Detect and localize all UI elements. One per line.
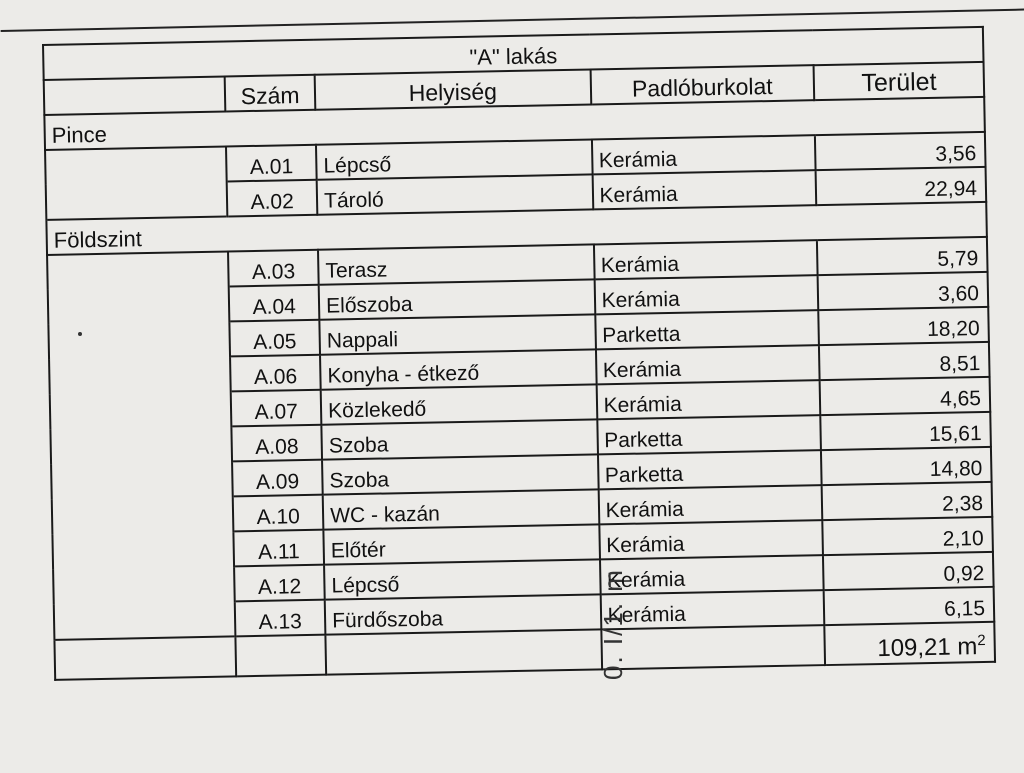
room-area: 3,60 bbox=[818, 272, 988, 310]
room-code: A.09 bbox=[232, 460, 323, 497]
floor-covering: Parketta bbox=[598, 450, 822, 489]
room-name: Fürdőszoba bbox=[325, 594, 601, 634]
section-fill bbox=[814, 97, 984, 135]
header-terulet: Terület bbox=[814, 62, 984, 100]
floor-covering: Kerámia bbox=[598, 485, 822, 524]
room-code: A.04 bbox=[229, 285, 320, 322]
row-indent bbox=[48, 286, 230, 324]
total-area-unit-exponent: 2 bbox=[977, 631, 986, 650]
room-name: Terasz bbox=[318, 244, 594, 284]
margin-annotation: 0. I/1. m bbox=[598, 568, 628, 680]
room-code: A.13 bbox=[235, 600, 326, 637]
floor-covering: Kerámia bbox=[600, 555, 824, 594]
room-code: A.03 bbox=[228, 250, 319, 287]
floor-covering: Parketta bbox=[597, 415, 821, 454]
row-indent bbox=[50, 391, 232, 429]
row-indent bbox=[53, 566, 235, 604]
header-padloburkolat: Padlóburkolat bbox=[590, 65, 814, 104]
room-name: Közlekedő bbox=[321, 384, 597, 424]
room-name: Szoba bbox=[322, 454, 598, 494]
total-blank-1 bbox=[54, 636, 236, 679]
room-area: 2,38 bbox=[822, 482, 992, 520]
room-name: Lépcső bbox=[316, 139, 592, 179]
room-area: 6,15 bbox=[824, 587, 994, 625]
row-indent bbox=[51, 461, 233, 499]
room-schedule-table bbox=[42, 26, 996, 681]
row-indent bbox=[49, 356, 231, 394]
table-title: "A" lakás bbox=[43, 27, 983, 80]
room-name: Konyha - étkező bbox=[320, 349, 596, 389]
section-fill bbox=[816, 202, 986, 240]
floor-covering: Kerámia bbox=[592, 170, 816, 209]
total-area bbox=[824, 622, 995, 665]
row-indent bbox=[50, 426, 232, 464]
room-code: A.01 bbox=[226, 145, 317, 182]
floor-covering: Kerámia bbox=[596, 380, 820, 419]
stray-dot bbox=[78, 332, 82, 336]
room-area: 14,80 bbox=[821, 447, 991, 485]
row-indent bbox=[46, 181, 228, 219]
room-area: 5,79 bbox=[817, 237, 987, 275]
room-area: 3,56 bbox=[815, 132, 985, 170]
room-name: Előszoba bbox=[319, 279, 595, 319]
room-name: Előtér bbox=[323, 524, 599, 564]
total-blank-2 bbox=[236, 635, 327, 677]
room-code: A.07 bbox=[231, 390, 322, 427]
room-area: 18,20 bbox=[818, 307, 988, 345]
room-code: A.06 bbox=[230, 355, 321, 392]
room-area: 2,10 bbox=[822, 517, 992, 555]
room-name: Tároló bbox=[317, 174, 593, 214]
total-blank-3 bbox=[325, 629, 601, 674]
row-indent bbox=[48, 321, 230, 359]
room-code: A.10 bbox=[233, 495, 324, 532]
room-area: 4,65 bbox=[820, 377, 990, 415]
floor-covering: Kerámia bbox=[593, 240, 817, 279]
room-name: Nappali bbox=[319, 314, 595, 354]
room-area: 22,94 bbox=[816, 167, 986, 205]
room-area: 0,92 bbox=[823, 552, 993, 590]
row-indent bbox=[54, 601, 236, 639]
total-blank-4 bbox=[601, 625, 825, 669]
section-name: Földszint bbox=[46, 205, 817, 255]
floor-covering: Parketta bbox=[595, 310, 819, 349]
header-helyiseg: Helyiség bbox=[315, 69, 591, 109]
floor-covering: Kerámia bbox=[599, 520, 823, 559]
room-area: 8,51 bbox=[819, 342, 989, 380]
row-indent bbox=[47, 251, 229, 289]
floor-covering: Kerámia bbox=[591, 135, 815, 174]
floor-covering: Kerámia bbox=[600, 590, 824, 629]
section-name: Pince bbox=[44, 100, 815, 150]
room-code: A.08 bbox=[232, 425, 323, 462]
header-blank bbox=[44, 76, 226, 114]
floor-covering: Kerámia bbox=[594, 275, 818, 314]
room-area: 15,61 bbox=[820, 412, 990, 450]
room-schedule-sheet bbox=[42, 26, 996, 681]
floor-covering: Kerámia bbox=[595, 345, 819, 384]
room-name: Lépcső bbox=[324, 559, 600, 599]
header-szam: Szám bbox=[225, 75, 316, 112]
room-code: A.12 bbox=[234, 565, 325, 602]
total-area-value: 109,21 m bbox=[877, 633, 978, 663]
room-name: Szoba bbox=[321, 419, 597, 459]
room-code: A.11 bbox=[234, 530, 325, 567]
room-code: A.02 bbox=[227, 180, 318, 217]
room-name: WC - kazán bbox=[323, 489, 599, 529]
row-indent bbox=[45, 146, 227, 184]
row-indent bbox=[52, 531, 234, 569]
room-code: A.05 bbox=[230, 320, 321, 357]
row-indent bbox=[52, 496, 234, 534]
